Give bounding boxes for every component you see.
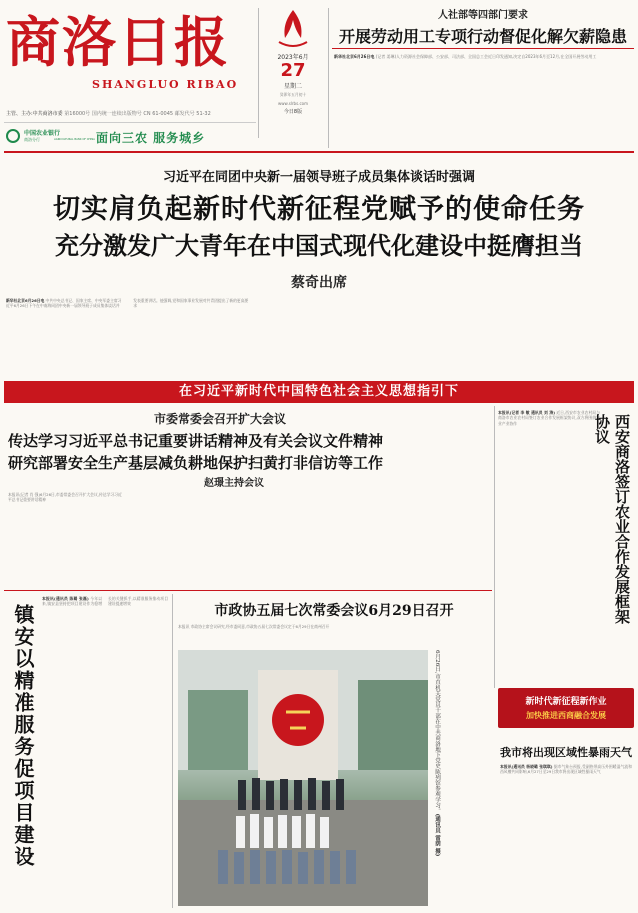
- masthead-pinyin: SHANGLUO RIBAO: [92, 78, 239, 91]
- ribbon-line2: 加快推进西商融合发展: [526, 711, 606, 720]
- theme-banner-text: 在习近平新时代中国特色社会主义思想指引下: [178, 384, 459, 399]
- top-story-headline: 开展劳动用工专项行动督促化解欠薪隐患: [338, 27, 627, 46]
- bank-slogan: 面向三农 服务城乡: [96, 131, 206, 145]
- ribbon-line1: 新时代新征程新作业: [525, 697, 607, 707]
- bank-name: 中国农业银行: [24, 130, 61, 137]
- top-story-kicker: 人社部等四部门要求: [438, 10, 528, 21]
- date-block: [262, 8, 324, 138]
- masthead-sponsor-line: [6, 110, 258, 117]
- vertical-story-text: [42, 596, 168, 908]
- meeting-story: [4, 406, 492, 588]
- ribbon-banner: [498, 688, 634, 728]
- cppcc-byline: 本报讯 市政协主席会议研究,经市委同意,市政协五届七次常委会议定于6月29日在商州召开: [178, 624, 330, 629]
- top-story-dateline: 新华社北京6月26日电: [334, 54, 375, 59]
- weather-byline: 本报讯(通讯员 杨晓璐 张琪琪): [500, 764, 553, 769]
- photo-credit: (通讯员 雷荫 摄): [434, 813, 440, 857]
- date-day: 27: [280, 60, 306, 81]
- side-story-title: 西安商洛签订农业合作发展框架协议: [593, 414, 631, 624]
- lead-story-text: 中共中央总书记、国家主席、中央军委主席习近平6月26日下午在中南海同团中央新一届领导班子成员集体谈话并发表重要讲话。他强调,党和国家事业发展对共青团提出了新的更高要求: [6, 298, 249, 309]
- side-story: [498, 406, 634, 636]
- vertical-story-byline: 本报讯(通讯员 陈璐 张磊): [42, 596, 89, 601]
- weather-body: 据市气象台预报,受副热带高压外围暖湿气流和西风槽共同影响,6月27日至29日我市将出现区域性暴雨天气: [500, 764, 632, 775]
- meeting-subhead: 赵璟主持会议: [204, 478, 264, 489]
- meeting-headline-line2: 研究部署安全生产基层减负耕地保护扫黄打非信访等工作: [8, 454, 384, 472]
- top-story: [332, 6, 634, 148]
- news-photo: [178, 650, 428, 906]
- date-weekday: 星期二: [283, 83, 302, 90]
- masthead-title: 商洛日报: [6, 10, 230, 74]
- photo-caption-box: [432, 650, 490, 906]
- weather-headline: 我市将出现区域性暴雨天气: [500, 746, 632, 759]
- top-story-body: (记者 姜琳)人力资源社会保障部、公安部、司法部、全国总工会近日印发通知,决定自2023年6月至12月,在全国开展劳动用工: [375, 54, 597, 59]
- meeting-kicker: 市委常委会召开扩大会议: [154, 412, 287, 426]
- bank-en: AGRICULTURAL BANK OF CHINA: [54, 138, 95, 141]
- lead-story-headline-line2: 充分激发广大青年在中国式现代化建设中挺膺担当: [55, 231, 583, 260]
- lead-story-dateline: 新华社北京6月26日电: [6, 298, 45, 303]
- vertical-story-body: 今年以来,镇安县坚持把项目建设作为稳增长的关键抓手,以精准服务推动项目建设提速增效: [42, 596, 168, 607]
- lead-story-body: [6, 298, 632, 370]
- vertical-story-title: 镇安以精准服务促项目建设: [11, 604, 35, 868]
- side-story-body: 近日,西安市农业农村局与商洛市农业农村局签订农业合作发展框架协议,双方将围绕农业产业协作: [498, 410, 600, 426]
- meeting-byline: 本报讯(记者 肖 强)6月26日,市委常委会召开扩大会议,传达学习习近平总书记重要讲话精神: [8, 492, 122, 503]
- photo-caption: 6月26日,市直机关党员干部在中共商洛地下党史陈列馆参观学习。: [434, 650, 440, 814]
- date-year: 2023年6月: [277, 54, 309, 61]
- side-story-text: [498, 410, 600, 632]
- cppcc-headline: 市政协五届七次常委会议6月29日召开: [214, 603, 454, 619]
- date-lunar: 癸卯年五月初十: [279, 92, 307, 97]
- side-story-byline: 本报讯(记者 李 敏 通讯员 刘 涛): [498, 410, 555, 415]
- lead-story-kicker: 习近平在同团中央新一届领导班子成员集体谈话时强调: [162, 170, 475, 185]
- date-site: www.slrbs.com: [278, 101, 308, 106]
- bank-ad: [6, 126, 256, 148]
- lead-story-headline-line1: 切实肩负起新时代新征程党赋予的使命任务: [53, 194, 585, 225]
- newspaper-emblem: [273, 8, 313, 52]
- meeting-headline-line1: 传达学习习近平总书记重要讲话精神及有关会议文件精神: [8, 432, 384, 450]
- masthead-sponsor: 主管、主办:中共商洛市委: [6, 111, 63, 117]
- masthead-issue-info: 第16000号 国内统一连续出版物号 CN 61-0045 邮发代号 51-32: [64, 111, 211, 117]
- bank-branch: 商洛分行: [24, 137, 40, 142]
- weather-text: [500, 764, 632, 908]
- date-pages: 今日8版: [283, 109, 303, 115]
- theme-banner: [4, 381, 634, 403]
- bank-logo-icon: [6, 129, 20, 143]
- lead-story-attendee: 蔡奇出席: [291, 275, 347, 291]
